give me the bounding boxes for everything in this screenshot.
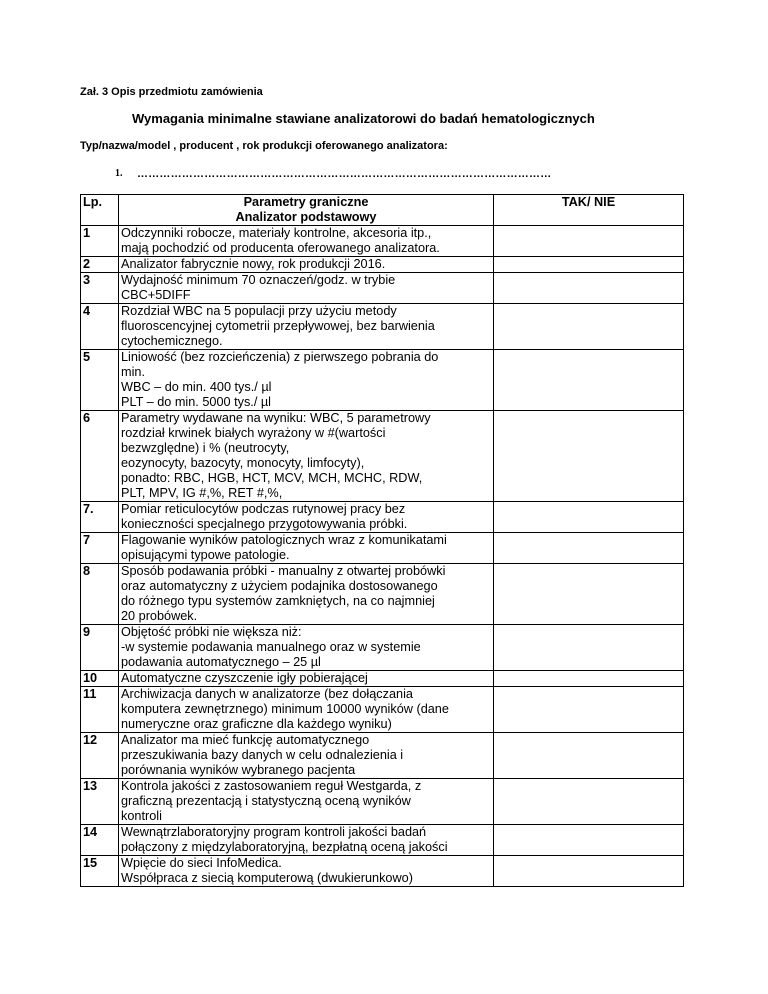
row-requirement: Objętość próbki nie większa niż: -w systemie podawania manualnego oraz w systemie podawania automatycznego – 25 µl [119, 625, 494, 671]
row-requirement: Sposób podawania próbki - manualny z otwartej probówki oraz automatyczny z użyciem podajnika dostosowanego do różnego typu systemów zamkniętych, na co najmniej 20 probówek. [119, 564, 494, 625]
row-answer-field[interactable] [494, 779, 684, 825]
table-row [81, 733, 684, 779]
table-row [81, 411, 684, 502]
row-answer-field[interactable] [494, 825, 684, 856]
row-requirement: Liniowość (bez rozcieńczenia) z pierwszego pobrania do min. WBC – do min. 400 tys./ µl PLT – do min. 5000 tys./ µl [119, 350, 494, 411]
row-number: 14 [81, 825, 119, 856]
row-number: 4 [81, 304, 119, 350]
row-number: 9 [81, 625, 119, 671]
row-number: 1 [81, 226, 119, 257]
row-requirement: Rozdział WBC na 5 populacji przy użyciu metody fluoroscencyjnej cytometrii przepływowej, bez barwienia cytochemicznego. [119, 304, 494, 350]
table-row [81, 226, 684, 257]
row-requirement: Archiwizacja danych w analizatorze (bez dołączania komputera zewnętrznego) minimum 10000 wyników (dane numeryczne oraz graficzne dla każdego wyniku) [119, 687, 494, 733]
row-requirement: Flagowanie wyników patologicznych wraz z komunikatami opisującymi typowe patologie. [119, 533, 494, 564]
row-answer-field[interactable] [494, 411, 684, 502]
row-requirement: Analizator ma mieć funkcję automatycznego przeszukiwania bazy danych w celu odnalezienia i porównania wyników wybranego pacjenta [119, 733, 494, 779]
row-number: 15 [81, 856, 119, 887]
header-parameters: Parametry graniczne Analizator podstawowy [119, 195, 494, 226]
row-number: 5 [81, 350, 119, 411]
row-number: 7 [81, 533, 119, 564]
row-requirement: Automatyczne czyszczenie igły pobierającej [119, 671, 494, 687]
row-number: 8 [81, 564, 119, 625]
row-number: 7. [81, 502, 119, 533]
row-answer-field[interactable] [494, 856, 684, 887]
table-row [81, 304, 684, 350]
table-row [81, 502, 684, 533]
row-answer-field[interactable] [494, 671, 684, 687]
header-lp: Lp. [81, 195, 119, 226]
model-entry-line [115, 168, 551, 180]
table-row [81, 856, 684, 887]
document-title: Wymagania minimalne stawiane analizatorowi do badań hematologicznych [132, 111, 595, 126]
table-row [81, 564, 684, 625]
row-requirement: Kontrola jakości z zastosowaniem reguł Westgarda, z graficzną prezentacją i statystyczną oceną wyników kontroli [119, 779, 494, 825]
annex-label: Zał. 3 Opis przedmiotu zamówienia [80, 86, 263, 98]
row-requirement: Wydajność minimum 70 oznaczeń/godz. w trybie CBC+5DIFF [119, 273, 494, 304]
row-answer-field[interactable] [494, 273, 684, 304]
row-number: 3 [81, 273, 119, 304]
entry-number: 1. [115, 168, 123, 179]
row-answer-field[interactable] [494, 533, 684, 564]
row-answer-field[interactable] [494, 625, 684, 671]
row-answer-field[interactable] [494, 350, 684, 411]
row-answer-field[interactable] [494, 502, 684, 533]
row-number: 6 [81, 411, 119, 502]
requirements-table [80, 194, 684, 887]
table-row [81, 671, 684, 687]
header-answer: TAK/ NIE [494, 195, 684, 226]
row-answer-field[interactable] [494, 687, 684, 733]
row-number: 10 [81, 671, 119, 687]
row-answer-field[interactable] [494, 304, 684, 350]
row-answer-field[interactable] [494, 733, 684, 779]
row-requirement: Analizator fabrycznie nowy, rok produkcji 2016. [119, 257, 494, 273]
row-number: 12 [81, 733, 119, 779]
row-answer-field[interactable] [494, 257, 684, 273]
table-row [81, 273, 684, 304]
row-requirement: Odczynniki robocze, materiały kontrolne, akcesoria itp., mają pochodzić od producenta oferowanego analizatora. [119, 226, 494, 257]
table-row [81, 779, 684, 825]
row-number: 2 [81, 257, 119, 273]
row-number: 13 [81, 779, 119, 825]
entry-dots: ………………………………………………………………………………………………… [137, 168, 552, 180]
row-requirement: Pomiar reticulocytów podczas rutynowej pracy bez konieczności specjalnego przygotowywania próbki. [119, 502, 494, 533]
table-row [81, 533, 684, 564]
table-row [81, 825, 684, 856]
row-requirement: Wewnątrzlaboratoryjny program kontroli jakości badań połączony z międzylaboratoryjną, bezpłatną oceną jakości [119, 825, 494, 856]
table-row [81, 625, 684, 671]
row-answer-field[interactable] [494, 226, 684, 257]
table-row [81, 257, 684, 273]
table-header-row [81, 195, 684, 226]
row-requirement: Wpięcie do sieci InfoMedica. Współpraca z siecią komputerową (dwukierunkowo) [119, 856, 494, 887]
table-row [81, 687, 684, 733]
table-row [81, 350, 684, 411]
row-answer-field[interactable] [494, 564, 684, 625]
row-number: 11 [81, 687, 119, 733]
model-label: Typ/nazwa/model , producent , rok produkcji oferowanego analizatora: [80, 140, 448, 152]
row-requirement: Parametry wydawane na wyniku: WBC, 5 parametrowy rozdział krwinek białych wyrażony w #(wartości bezwzględne) i % (neutrocyty, eozynocyty, bazocyty, monocyty, limfocyty), ponadto: RBC, HGB, HCT, MCV, MCH, MCHC, RDW, PLT, MPV, IG #,%, RET #,%, [119, 411, 494, 502]
